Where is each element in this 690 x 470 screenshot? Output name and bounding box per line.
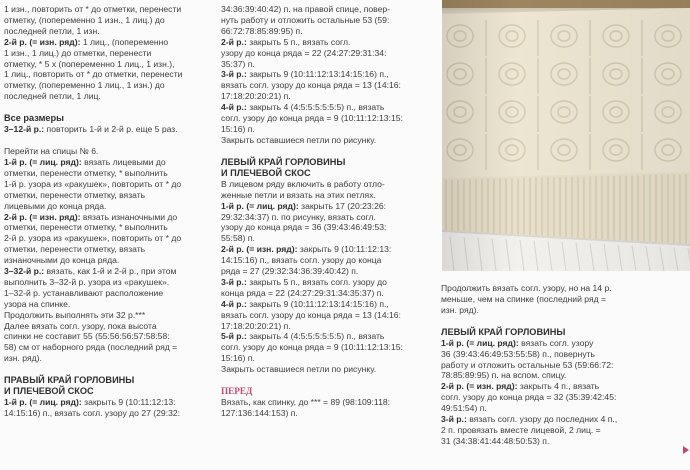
row-instruction <box>221 102 433 113</box>
row-label: 1-й р. (= лиц. ряд): <box>4 156 82 167</box>
left-neck-heading: ЛЕВЫЙ КРАЙ ГОРЛОВИНЫ <box>221 156 346 167</box>
text-line: Вязать, как спинку, до *** = 89 (98:109:118: <box>221 397 391 407</box>
text-line: 31 (34:38:41:44:48:50:53) п. <box>441 435 550 446</box>
text-line: 2-й р. узора из «ракушек», повторить от * до <box>4 233 182 244</box>
row-instruction <box>441 381 679 392</box>
text-line: нуть работу и отложить остальные 53 (59: <box>221 14 390 25</box>
text-line: ряда = 27 (29:32:34:36:39:40:42) п. <box>221 266 359 277</box>
text-line: закрыть 9 (10:11:12:13:14:15:16) п., <box>249 69 389 80</box>
text-line: закрыть 4 (4:5:5:5:5:5:5) п., вязать <box>249 102 385 113</box>
text-line: Далее вязать согл. узору, пока высота <box>4 320 157 331</box>
row-instruction <box>221 331 433 342</box>
text-line: 127:136:144:153) п. <box>221 407 298 418</box>
row-label: 4-й р.: <box>221 298 247 309</box>
text-line: женные петли и вязать на этих петлях. <box>221 189 376 200</box>
text-line: вязать согл. узору до последних 4 п., <box>469 414 618 425</box>
text-line: закрыть 9 (10:11:12:13: <box>84 397 176 408</box>
text-line: Продолжить выполнять эти 32 р.*** <box>4 309 146 320</box>
text-line: 1 изн., 1 лиц.) до отметки, перенести <box>4 47 152 58</box>
text-line: закрыть 9 (10:11:12:13: <box>299 244 392 255</box>
text-line: вязать согл. узору до конца ряда = 13 (14:16: <box>221 309 401 320</box>
text-line: лицевыми до конца ряда. <box>4 200 107 211</box>
row-instruction <box>4 212 210 223</box>
text-line: 17:18:20:20:21) п. <box>221 320 291 331</box>
text-line: изн. ряд). <box>441 304 479 315</box>
text-line: 66:72:78:85:89:95) п. <box>221 25 303 36</box>
text-line: Перейти на спицы № 6. <box>4 146 99 157</box>
text-line: закрыть 4 п., вязать <box>519 381 600 392</box>
text-line: Закрыть оставшиеся петли по рисунку. <box>221 134 377 145</box>
text-line: отметки, перенести отметку, * выполнить <box>4 167 168 178</box>
text-line: 1 изн., повторить от * до отметки, перенести <box>4 4 182 14</box>
text-line: узору до конца ряда = 36 (39:43:46:49:53: <box>221 222 387 233</box>
text-line: 35:37) п. <box>221 58 255 69</box>
text-line: вязать согл. узору <box>521 337 594 348</box>
text-line: согл. узору до конца ряда = 32 (35:39:42:45: <box>441 392 617 403</box>
text-line: 36 (39:43:46:49:53:55:58) п., повернуть <box>441 348 596 359</box>
row-label: 2-й р.: <box>221 36 247 47</box>
text-line: 14:15:16) п., вязать согл. узору до 27 (29:32: <box>4 408 181 419</box>
text-line: закрыть 4 (4:5:5:5:5:5:5) п., вязать <box>249 331 385 342</box>
right-neck-heading: ПРАВЫЙ КРАЙ ГОРЛОВИНЫ <box>4 375 135 386</box>
row-instruction <box>4 266 210 277</box>
text-line: 58) см от наборного ряда (последний ряд = <box>4 342 178 353</box>
continue-arrow-icon <box>683 446 689 454</box>
text-line: 15:16) п. <box>221 353 255 364</box>
text-line: закрыть 5 п., вязать согл. узору до <box>249 276 387 287</box>
text-line: отметку, (попеременно 1 изн., 1 лиц.) до <box>4 14 165 25</box>
knitting-photo <box>442 0 690 271</box>
text-line: отметки, перенести отметку, * выполнить <box>4 222 168 233</box>
row-instruction <box>4 124 210 135</box>
row-label: 3-й р.: <box>221 276 247 287</box>
row-instruction <box>441 414 679 425</box>
text-line: 1-й р. узора из «ракушек», повторить от * до <box>4 178 182 189</box>
row-instruction <box>221 201 433 212</box>
text-line: закрыть 5 п., вязать согл. <box>249 36 351 47</box>
column-1 <box>4 4 210 419</box>
front-heading: ПЕРЕД <box>221 386 253 397</box>
text-line: меньше, чем на спинке (последний ряд = <box>441 293 607 304</box>
text-line: конца ряда = 22 (24:27:29:31:34:35:37) п. <box>221 287 384 298</box>
text-line: спинки не составит 55 (55:56:56:57:58:58: <box>4 331 170 342</box>
text-line: Закрыть оставшиеся петли по рисунку. <box>221 364 377 375</box>
text-line: 14:15:16) п., вязать согл. узору до конца <box>221 255 382 266</box>
text-line: закрыть 9 (10:11:12:13:14:15:16) п., <box>249 298 389 309</box>
text-line: выполнить 3–32-й р. узора из «ракушек». <box>4 276 170 287</box>
text-line: вязать лицевыми до <box>84 156 166 167</box>
text-line: изнаночными до конца ряда. <box>4 255 120 266</box>
text-line: узора на спинке. <box>4 298 71 309</box>
row-label: 3–12-й р.: <box>4 124 45 135</box>
text-line: 34:36:39:40:42) п. на правой спице, повер- <box>221 4 391 14</box>
row-label: 1-й р. (= лиц. ряд): <box>221 200 299 211</box>
row-instruction <box>221 69 433 80</box>
row-label: 1-й р. (= лиц. ряд): <box>4 397 82 408</box>
text-line: 78:85:89:95) п. на вспом. спицу. <box>441 370 567 381</box>
left-neck-heading-line2: И ПЛЕЧЕВОЙ СКОС <box>221 167 311 178</box>
column-2 <box>221 4 433 419</box>
text-line: 2 п. провязать вместе лицевой, 2 лиц. = <box>441 424 601 435</box>
text-line: 1 лиц., (попеременно <box>82 36 169 47</box>
text-line: вязать согл. узору до конца ряда = 13 (14:16: <box>221 80 401 91</box>
row-label: 2-й р. (= изн. ряд): <box>4 211 81 222</box>
row-label: 3-й р.: <box>221 69 247 80</box>
text-line: 55:58) п. <box>221 233 255 244</box>
text-line: 1–32-й р. устанавливают расположение <box>4 287 164 298</box>
row-instruction <box>221 37 433 48</box>
text-line: изн. ряд). <box>4 353 42 364</box>
text-line: узору до конца ряда = 22 (24:27:29:31:34: <box>221 47 387 58</box>
text-line: вязать изнаночными до <box>82 211 178 222</box>
text-line: отметки, перенести отметку, вязать <box>4 189 146 200</box>
text-line: В лицевом ряду включить в работу отло- <box>221 178 385 189</box>
right-neck-heading-line2: И ПЛЕЧЕВОЙ СКОС <box>4 386 94 397</box>
row-label: 3-й р.: <box>441 414 467 425</box>
text-line: последней петли, 1 лиц. <box>4 91 101 102</box>
text-line: 49:51:54) п. <box>441 403 487 414</box>
row-label: 2-й р. (= изн. ряд): <box>4 36 81 47</box>
row-label: 3–32-й р.: <box>4 266 45 277</box>
text-line: 1 лиц., повторить от * до отметки, перенести <box>4 69 183 80</box>
text-line: отметку, (попеременно 1 лиц., 1 изн.) до <box>4 80 165 91</box>
row-instruction <box>4 397 210 408</box>
text-line: 17:18:20:20:21) п. <box>221 91 291 102</box>
row-instruction <box>221 244 433 255</box>
row-instruction <box>4 157 210 168</box>
text-line: последней петли, 1 изн. <box>4 25 100 36</box>
text-line: согл. узору до конца ряда = 9 (10:11:12:13:15: <box>221 113 403 124</box>
row-label: 2-й р. (= изн. ряд): <box>221 244 298 255</box>
row-instruction <box>221 299 433 310</box>
text-line: повторить 1-й и 2-й р. еще 5 раз. <box>46 124 178 135</box>
text-line: отметки, перенести отметку, вязать <box>4 244 146 255</box>
text-line: 29:32:34:37) п. по рисунку, вязать согл. <box>221 211 376 222</box>
row-label: 4-й р.: <box>221 102 247 113</box>
all-sizes-heading: Все размеры <box>4 113 64 124</box>
row-label: 1-й р. (= лиц. ряд): <box>441 337 519 348</box>
row-instruction <box>4 37 210 48</box>
row-instruction <box>441 338 679 349</box>
text-line: работу и отложить остальные 53 (59:66:72: <box>441 359 614 370</box>
text-line: согл. узору до конца ряда = 9 (10:11:12:13:15: <box>221 342 403 353</box>
row-instruction <box>221 277 433 288</box>
row-label: 5-й р.: <box>221 331 247 342</box>
text-line: вязать, как 1-й и 2-й р., при этом <box>46 266 177 277</box>
row-label: 2-й р. (= изн. ряд): <box>441 381 518 392</box>
left-neck-heading-front: ЛЕВЫЙ КРАЙ ГОРЛОВИНЫ <box>441 326 566 337</box>
text-line: отметку, * 5 х (попеременно 1 лиц., 1 изн.), <box>4 58 175 69</box>
text-line: 15:16) п. <box>221 123 255 134</box>
text-line: Продолжить вязать согл. узору, но на 14 р. <box>441 283 612 293</box>
column-3 <box>441 283 679 447</box>
text-line: закрыть 17 (20:23:26: <box>301 200 387 211</box>
